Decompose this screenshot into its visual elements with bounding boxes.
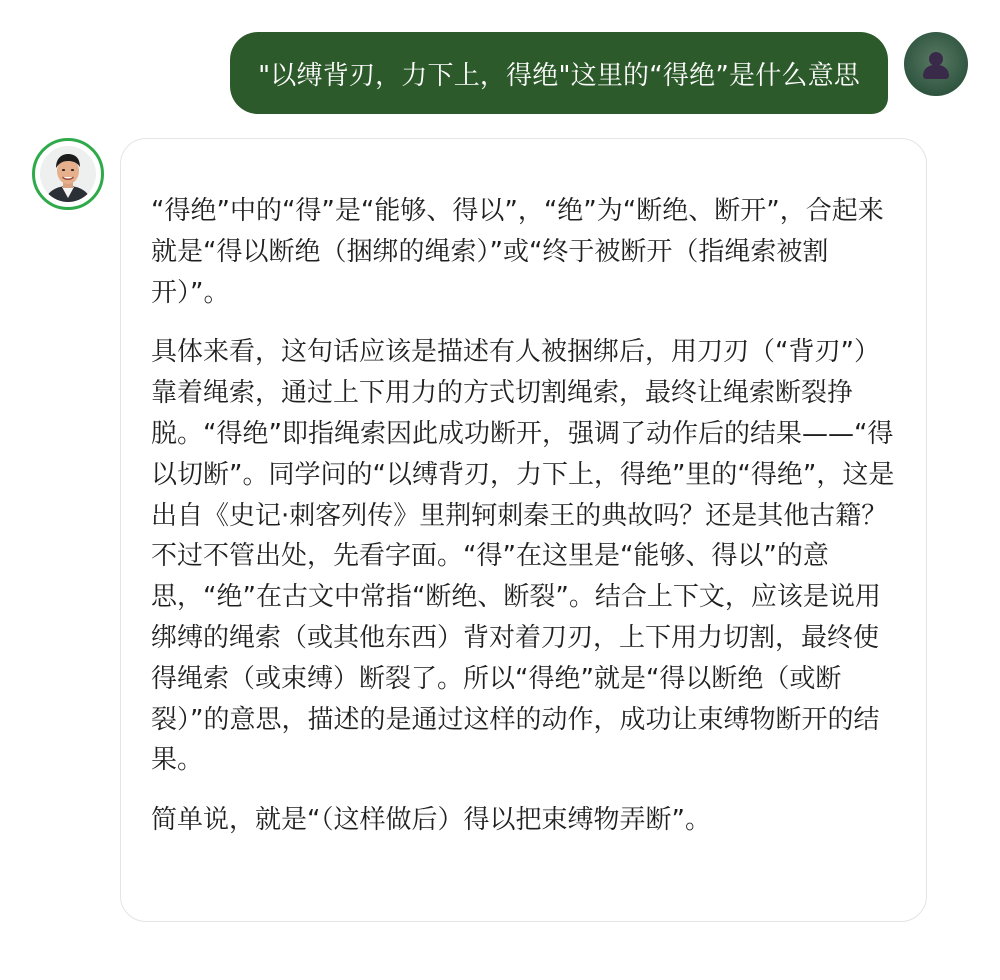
assistant-avatar[interactable]: [32, 138, 104, 210]
assistant-paragraph-3: 简单说，就是“（这样做后）得以把束缚物弄断”。: [151, 805, 711, 836]
assistant-paragraph-2: 具体来看，这句话应该是描述有人被捆绑后，用刀刃（“背刃”）靠着绳索，通过上下用力的方式切割绳索，最终让绳索断裂挣脱。“得绝”即指绳索因此成功断开，强调了动作后的结果——“得以切断”。同学问的“以缚背刃，力下上，得绝”里的“得绝”，这是出自《史记·刺客列传》里荆轲刺秦王的典故吗？还是其他古籍？不过不管出处，先看字面。“得”在这里是“能够、得以”的意思，“绝”在古文中常指“断绝、断裂”。结合上下文，应该是说用绑缚的绳索（或其他东西）背对着刀刃，上下用力切割，最终使得绳索（或束缚）断裂了。所以“得绝”就是“得以断绝（或断裂）”的意思，描述的是通过这样的动作，成功让束缚物断开的结果。: [151, 337, 895, 776]
assistant-paragraph-1: “得绝”中的“得”是“能够、得以”，“绝”为“断绝、断开”，合起来就是“得以断绝（捆绑的绳索）”或“终于被断开（指绳索被割开）”。: [151, 196, 884, 308]
assistant-message-card: [120, 138, 927, 922]
user-silhouette-shoulders: [923, 65, 949, 79]
user-silhouette-icon: [929, 52, 943, 66]
user-avatar[interactable]: [904, 32, 968, 96]
user-message-bubble: [230, 32, 888, 114]
assistant-portrait-icon: [40, 146, 96, 202]
user-message-text: "以缚背刃，力下上，得绝"这里的“得绝”是什么意思: [258, 60, 860, 91]
